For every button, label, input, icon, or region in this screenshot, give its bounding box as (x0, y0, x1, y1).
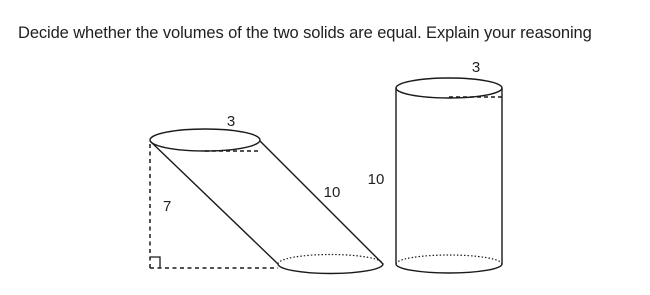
right-cylinder-bottom-back (396, 255, 502, 264)
right-angle-marker (150, 257, 160, 268)
right-cylinder-bottom-front (396, 264, 502, 273)
oblique-cylinder-bottom-front (278, 264, 383, 274)
right-cylinder (396, 78, 502, 273)
oblique-cylinder-top-ellipse (150, 129, 260, 151)
right-cylinder-top-ellipse (396, 78, 502, 98)
oblique-cylinder-right-side (260, 141, 383, 264)
oblique-slant-label: 10 (323, 184, 341, 201)
right-radius-label: 3 (471, 59, 481, 76)
oblique-radius-label: 3 (226, 113, 236, 130)
oblique-cylinder (150, 129, 383, 274)
question-text: Decide whether the volumes of the two solids are equal. Explain your reasoning (18, 24, 592, 42)
oblique-cylinder-bottom-back (278, 255, 383, 265)
right-height-label: 10 (367, 171, 385, 188)
oblique-height-label: 7 (163, 198, 172, 215)
